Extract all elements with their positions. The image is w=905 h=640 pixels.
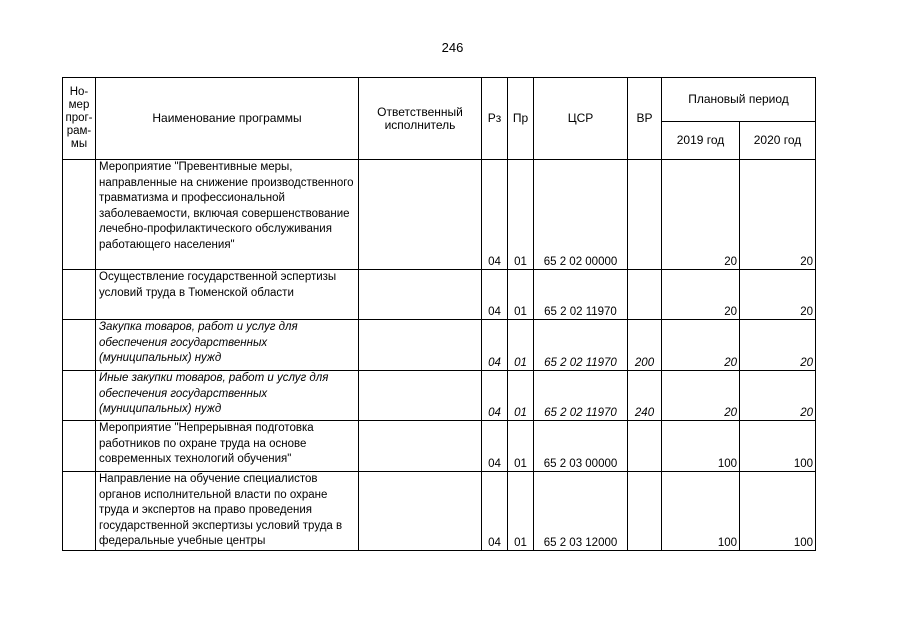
cell-2020: 20	[740, 270, 816, 320]
cell-csr: 65 2 03 12000	[534, 472, 628, 551]
cell-2019: 100	[662, 472, 740, 551]
cell-responsible	[359, 270, 482, 320]
cell-responsible	[359, 320, 482, 371]
cell-program-number	[63, 421, 96, 472]
cell-rz: 04	[482, 160, 508, 270]
cell-program-name: Мероприятие "Непрерывная подготовка работников по охране труда на основе современных технологий обучения"	[96, 421, 359, 472]
table-row	[63, 320, 816, 371]
cell-2020: 100	[740, 472, 816, 551]
cell-rz: 04	[482, 270, 508, 320]
cell-rz: 04	[482, 320, 508, 371]
cell-responsible	[359, 160, 482, 270]
cell-csr: 65 2 02 11970	[534, 270, 628, 320]
table-row	[63, 472, 816, 551]
cell-vr	[628, 270, 662, 320]
cell-pr: 01	[508, 270, 534, 320]
cell-vr	[628, 160, 662, 270]
cell-csr: 65 2 03 00000	[534, 421, 628, 472]
page-number: 246	[441, 40, 464, 55]
cell-pr: 01	[508, 371, 534, 421]
cell-csr: 65 2 02 00000	[534, 160, 628, 270]
cell-program-name: Мероприятие "Превентивные меры, направленные на снижение производственного травматизма и профессиональной заболеваемости, включая совершенствование лечебно-профилактического обслуживания работающего населения"	[96, 160, 359, 270]
cell-responsible	[359, 371, 482, 421]
cell-program-name: Иные закупки товаров, работ и услуг для обеспечения государственных (муниципальных) нужд	[96, 371, 359, 421]
cell-2020: 20	[740, 320, 816, 371]
cell-2019: 20	[662, 320, 740, 371]
table-row	[63, 371, 816, 421]
cell-2019: 20	[662, 270, 740, 320]
cell-rz: 04	[482, 371, 508, 421]
cell-program-number	[63, 160, 96, 270]
table-row	[63, 160, 816, 270]
cell-responsible	[359, 421, 482, 472]
cell-program-number	[63, 472, 96, 551]
cell-vr	[628, 472, 662, 551]
header-year-2020: 2020 год	[740, 122, 816, 160]
header-responsible: Ответственный исполнитель	[359, 78, 482, 160]
table-row	[63, 270, 816, 320]
cell-program-name: Направление на обучение специалистов органов исполнительной власти по охране труда и экспертов на право проведения государственной экспертизы условий труда в федеральные учебные центры	[96, 472, 359, 551]
cell-2020: 20	[740, 371, 816, 421]
cell-vr: 200	[628, 320, 662, 371]
header-plan-period: Плановый период	[662, 78, 816, 122]
cell-2019: 20	[662, 371, 740, 421]
cell-pr: 01	[508, 421, 534, 472]
cell-rz: 04	[482, 421, 508, 472]
cell-pr: 01	[508, 160, 534, 270]
table-row	[63, 421, 816, 472]
cell-csr: 65 2 02 11970	[534, 371, 628, 421]
cell-2020: 20	[740, 160, 816, 270]
cell-program-number	[63, 270, 96, 320]
cell-rz: 04	[482, 472, 508, 551]
header-year-2019: 2019 год	[662, 122, 740, 160]
header-rz: Рз	[482, 78, 508, 160]
cell-pr: 01	[508, 320, 534, 371]
cell-2019: 20	[662, 160, 740, 270]
cell-2019: 100	[662, 421, 740, 472]
header-pr: Пр	[508, 78, 534, 160]
cell-program-name: Осуществление государственной эспертизы условий труда в Тюменской области	[96, 270, 359, 320]
cell-responsible	[359, 472, 482, 551]
cell-program-number	[63, 320, 96, 371]
cell-pr: 01	[508, 472, 534, 551]
header-program-number: Но- мер прог- рам- мы	[63, 78, 96, 160]
cell-2020: 100	[740, 421, 816, 472]
header-vr: ВР	[628, 78, 662, 160]
header-csr: ЦСР	[534, 78, 628, 160]
header-program-name: Наименование программы	[96, 78, 359, 160]
cell-csr: 65 2 02 11970	[534, 320, 628, 371]
cell-vr: 240	[628, 371, 662, 421]
cell-program-number	[63, 371, 96, 421]
program-table	[62, 77, 816, 551]
cell-program-name: Закупка товаров, работ и услуг для обеспечения государственных (муниципальных) нужд	[96, 320, 359, 371]
cell-vr	[628, 421, 662, 472]
